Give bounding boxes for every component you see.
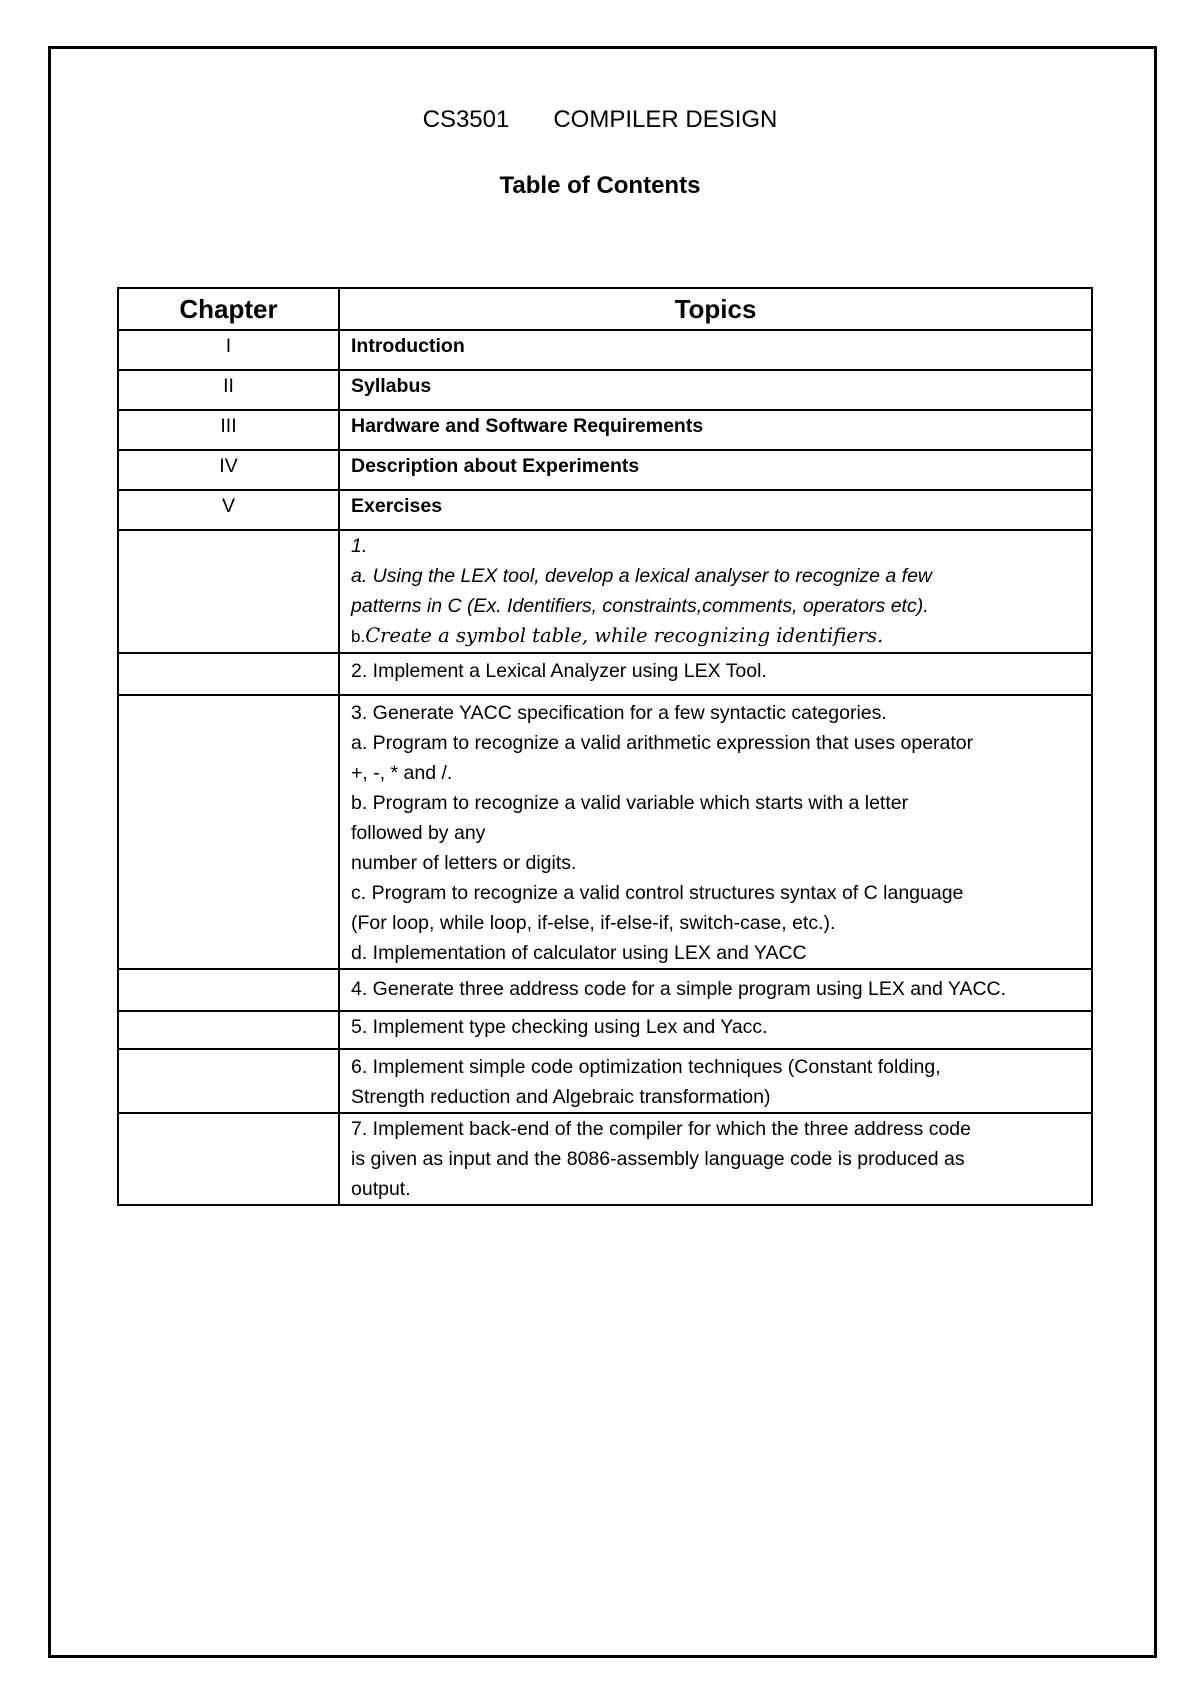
table-row [118, 653, 1092, 695]
exercise-1-line-b [351, 621, 1080, 652]
exercise-7-line: is given as input and the 8086-assembly language code is produced as [351, 1148, 965, 1170]
chapter-number: III [118, 410, 339, 450]
empty-chapter-cell [118, 969, 339, 1011]
table-row [118, 530, 1092, 653]
empty-chapter-cell [118, 1011, 339, 1049]
exercise-1-line: a. Using the LEX tool, develop a lexical analyser to recognize a few [351, 565, 933, 587]
exercise-3-line: b. Program to recognize a valid variable which starts with a letter [351, 792, 909, 814]
chapter-number: I [118, 330, 339, 370]
exercise-6-line: Strength reduction and Algebraic transformation) [351, 1086, 771, 1108]
exercise-3-line: followed by any [351, 822, 486, 844]
exercise-1-number: 1. [351, 535, 368, 557]
chapter-topic: Exercises [339, 490, 1092, 530]
exercise-7 [339, 1113, 1092, 1205]
exercise-6 [339, 1049, 1092, 1113]
table-row [118, 370, 1092, 410]
table-row [118, 330, 1092, 370]
exercise-1-b-text: Create a symbol table, while recognizing identifiers. [365, 624, 884, 647]
chapter-number: II [118, 370, 339, 410]
chapter-topic: Introduction [339, 330, 1092, 370]
exercise-6-line: 6. Implement simple code optimization techniques (Constant folding, [351, 1056, 941, 1078]
table-row [118, 410, 1092, 450]
empty-chapter-cell [118, 530, 339, 653]
empty-chapter-cell [118, 695, 339, 969]
exercise-7-line: 7. Implement back-end of the compiler for which the three address code [351, 1118, 971, 1140]
table-row [118, 1011, 1092, 1049]
table-row [118, 969, 1092, 1011]
toc-table [117, 287, 1093, 1206]
table-row [118, 450, 1092, 490]
course-heading [0, 106, 1200, 134]
exercise-5: 5. Implement type checking using Lex and Yacc. [339, 1011, 1092, 1049]
chapter-number: IV [118, 450, 339, 490]
table-row [118, 695, 1092, 969]
exercise-3-line: a. Program to recognize a valid arithmetic expression that uses operator [351, 732, 974, 754]
toc-title: Table of Contents [499, 172, 701, 199]
chapter-topic: Hardware and Software Requirements [339, 410, 1092, 450]
exercise-1-line: patterns in C (Ex. Identifiers, constraints,comments, operators etc). [351, 595, 929, 617]
exercise-3-line: 3. Generate YACC specification for a few syntactic categories. [351, 702, 887, 724]
exercise-3-line: +, -, * and /. [351, 762, 453, 784]
exercise-3-line: c. Program to recognize a valid control structures syntax of C language [351, 882, 964, 904]
exercise-3-line: d. Implementation of calculator using LEX and YACC [351, 942, 807, 964]
empty-chapter-cell [118, 1113, 339, 1205]
table-row [118, 1049, 1092, 1113]
exercise-2: 2. Implement a Lexical Analyzer using LEX Tool. [339, 653, 1092, 695]
chapter-topic: Syllabus [339, 370, 1092, 410]
empty-chapter-cell [118, 653, 339, 695]
chapter-number: V [118, 490, 339, 530]
table-header-row [118, 288, 1092, 330]
empty-chapter-cell [118, 1049, 339, 1113]
topics-header: Topics [339, 288, 1092, 330]
exercise-7-line: output. [351, 1178, 411, 1200]
course-name: COMPILER DESIGN [553, 106, 778, 133]
table-row [118, 490, 1092, 530]
exercise-1-b-prefix: b. [351, 627, 366, 646]
course-code: CS3501 [422, 106, 510, 133]
chapter-topic: Description about Experiments [339, 450, 1092, 490]
exercise-1 [339, 530, 1092, 653]
chapter-header: Chapter [118, 288, 339, 330]
exercise-3-line: (For loop, while loop, if-else, if-else-if, switch-case, etc.). [351, 912, 836, 934]
exercise-4: 4. Generate three address code for a simple program using LEX and YACC. [339, 969, 1092, 1011]
table-row [118, 1113, 1092, 1205]
exercise-3 [339, 695, 1092, 969]
exercise-3-line: number of letters or digits. [351, 852, 577, 874]
